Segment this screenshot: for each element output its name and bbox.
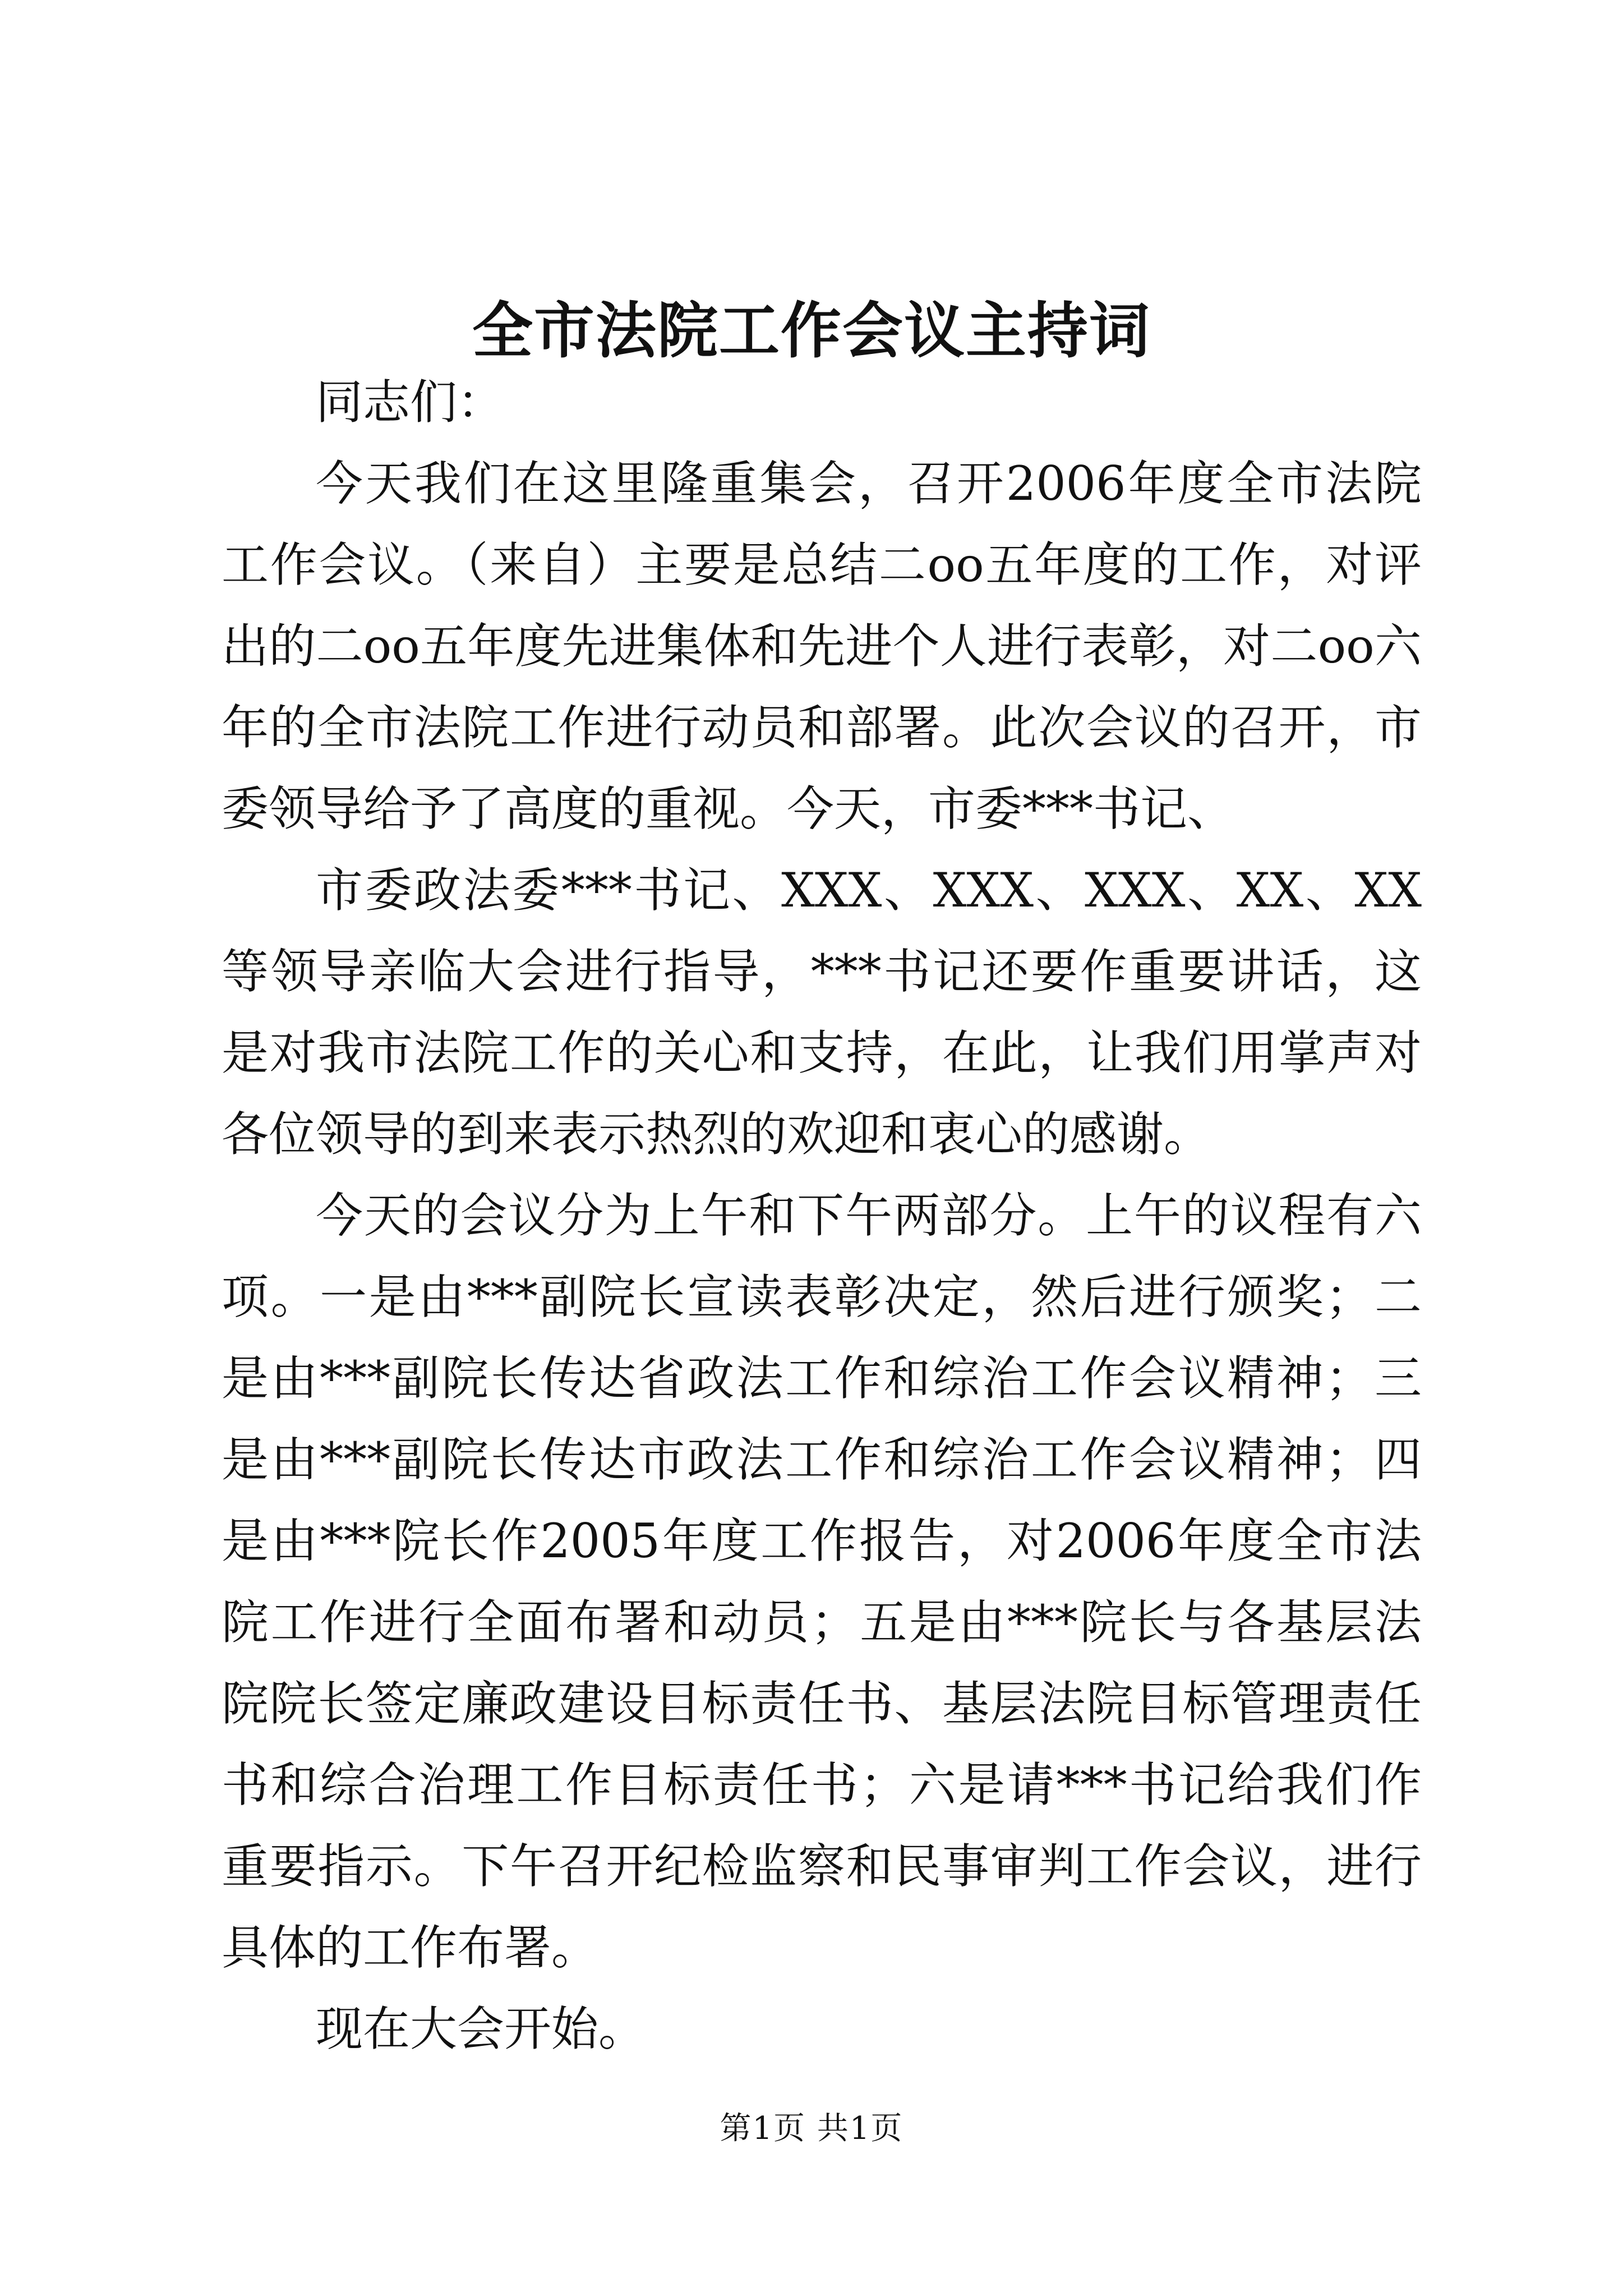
document-body <box>222 362 1422 2070</box>
paragraph-leaders: 市委政法委***书记、XXX、XXX、XXX、XX、XX等领导亲临大会进行指导，***书记还要作重要讲话，这是对我市法院工作的关心和支持，在此，让我们用掌声对各位领导的到来表示热烈的欢迎和衷心的感谢。 <box>222 863 1422 1162</box>
paragraph-opening: 现在大会开始。 <box>316 2001 646 2056</box>
document-title: 全市法院工作会议主持词 <box>472 296 1151 366</box>
salutation: 同志们： <box>316 375 505 430</box>
paragraph-agenda: 今天的会议分为上午和下午两部分。上午的议程有六项。一是由***副院长宣读表彰决定，然后进行颁奖；二是由***副院长传达省政法工作和综治工作会议精神；三是由***副院长传达市政法工作和综治工作会议精神；四是由***院长作2005年度工作报告，对2006年度全市法院工作进行全面布署和动员；五是由***院长与各基层法院院长签定廉政建设目标责任书、基层法院目标管理责任书和综合治理工作目标责任书；六是请***书记给我们作重要指示。下午召开纪检监察和民事审判工作会议，进行具体的工作布署。 <box>222 1188 1422 1975</box>
page-footer: 第1页 共1页 <box>720 2110 903 2147</box>
paragraph-intro: 今天我们在这里隆重集会，召开2006年度全市法院工作会议。（来自）主要是总结二oo五年度的工作，对评出的二oo五年度先进集体和先进个人进行表彰，对二oo六年的全市法院工作进行动员和部署。此次会议的召开，市委领导给予了高度的重视。今天，市委***书记、 <box>222 456 1422 836</box>
